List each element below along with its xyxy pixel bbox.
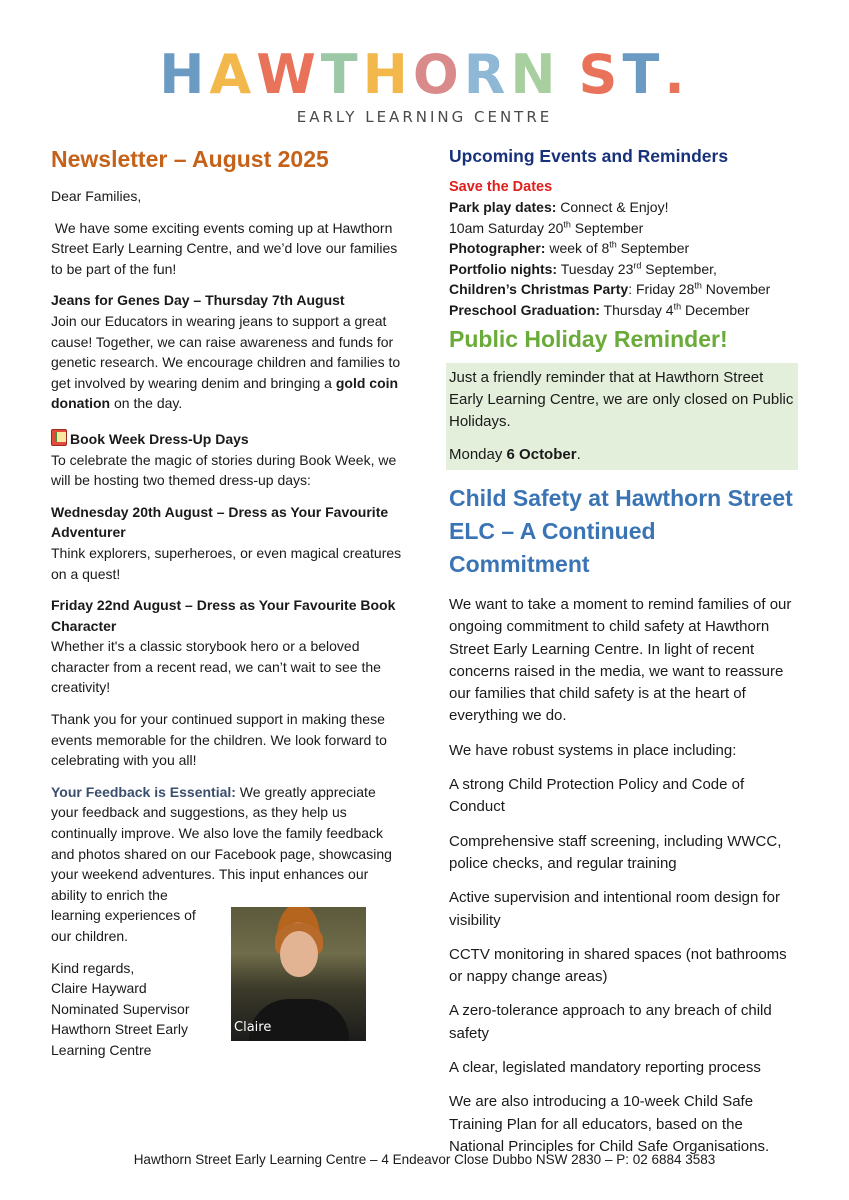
event-sup: th: [673, 300, 682, 311]
wednesday-heading: Wednesday 20th August – Dress as Your Favourite Adventurer: [51, 503, 389, 541]
newsletter-title: Newsletter – August 2025: [51, 146, 329, 172]
safety-paragraph: A strong Child Protection Policy and Code of Conduct: [449, 776, 745, 816]
logo-letter: T: [320, 43, 363, 106]
jeans-heading: Jeans for Genes Day – Thursday 7th August: [51, 292, 345, 309]
right-column: [449, 145, 801, 1170]
logo-title: [0, 43, 849, 106]
jeans-text: Join our Educators in wearing jeans to support a great cause! Together, we can raise awareness and funds for genetic research. We encourage children and families to get involved by wearing denim and bringing a: [51, 312, 401, 391]
signoff-line: Claire Hayward: [51, 980, 147, 997]
public-holiday-title: Public Holiday Reminder!: [449, 326, 728, 352]
signoff-line: Learning Centre: [51, 1041, 152, 1058]
upcoming-title: Upcoming Events and Reminders: [449, 146, 729, 166]
photo-caption: Claire: [234, 1020, 272, 1036]
book-text: To celebrate the magic of stories during Book Week, we will be hosting two themed dress-up days:: [51, 451, 397, 489]
logo-letter: R: [463, 43, 511, 106]
logo-letter: H: [159, 43, 210, 106]
feedback-text: We greatly appreciate your feedback and suggestions, as they help us continually improve. We also love the family feedback and photos shared on our Facebook page, showcasing your weekend adventures. This input enhances our: [51, 783, 392, 883]
safety-paragraph: A clear, legislated mandatory reporting process: [449, 1059, 761, 1077]
event-label: Park play dates:: [449, 199, 557, 215]
holiday-date-bold: 6 October: [506, 446, 577, 463]
event-park-when: [449, 218, 801, 239]
event-park: [449, 197, 801, 218]
greeting: Dear Families,: [51, 188, 142, 204]
event-text: 10am Saturday 20: [449, 219, 564, 236]
feedback-wrap-line: our children.: [51, 928, 129, 944]
signoff-line: Hawthorn Street Early: [51, 1021, 188, 1038]
logo-letter: S: [578, 43, 623, 106]
jeans-section: [51, 290, 403, 414]
event-text: November: [701, 281, 771, 297]
event-label: Children’s Christmas Party: [449, 281, 629, 297]
claire-photo: [231, 907, 366, 1041]
wednesday-text: Think explorers, superheroes, or even magical creatures on a quest!: [51, 544, 402, 582]
friday-section: [51, 595, 403, 698]
logo-letter: W: [256, 43, 321, 106]
feedback-wrap-line: ability to enrich the: [51, 886, 168, 903]
logo-letter: O: [412, 43, 464, 106]
event-text: Tuesday 23: [557, 260, 634, 277]
intro-paragraph: We have some exciting events coming up at Hawthorn Street Early Learning Centre, and we’d love our families to be part of the fun!: [51, 219, 402, 277]
jeans-bold: gold coin donation: [51, 374, 399, 412]
thanks-paragraph: Thank you for your continued support in making these events memorable for the children. We look forward to celebrating with you all!: [51, 711, 387, 769]
event-label: Portfolio nights:: [449, 260, 558, 277]
signoff-line: Kind regards,: [51, 959, 135, 976]
wednesday-section: [51, 502, 403, 584]
event-graduation: [449, 300, 801, 321]
book-week-section: [51, 429, 403, 491]
friday-text: Whether it's a classic storybook hero or a beloved character from a recent read, we can’t wait to see the creativity!: [51, 638, 381, 696]
safety-paragraph: CCTV monitoring in shared spaces (not bathrooms or nappy change areas): [449, 945, 787, 986]
jeans-end: on the day.: [110, 395, 183, 412]
holiday-date-end: .: [576, 446, 581, 463]
safety-paragraph: We want to take a moment to remind families of our ongoing commitment to child safety at Hawthorn Street Early Learning Centre. In light of recent concerns raised in the media, we want to reassure our families that child safety is at the heart of everything we do.: [449, 596, 792, 725]
save-the-dates: Save the Dates: [449, 179, 553, 195]
holiday-date: [449, 444, 798, 466]
feedback-label: Your Feedback is Essential:: [51, 783, 236, 800]
logo: [0, 43, 849, 126]
safety-paragraph: Active supervision and intentional room design for visibility: [449, 889, 781, 929]
logo-letter: N: [510, 43, 561, 106]
child-safety-title: Child Safety at Hawthorn Street ELC – A Continued Commitment: [449, 485, 793, 577]
safety-paragraph: A zero-tolerance approach to any breach of child safety: [449, 1002, 772, 1042]
event-label: Photographer:: [449, 240, 546, 256]
event-text: December: [681, 301, 750, 318]
signoff-line: Nominated Supervisor: [51, 1000, 190, 1017]
event-sup: th: [563, 218, 571, 229]
logo-letter: A: [209, 43, 257, 106]
footer: Hawthorn Street Early Learning Centre – 4 Endeavor Close Dubbo NSW 2830 – P: 02 6884 3583: [133, 1152, 716, 1167]
logo-letter: .: [664, 43, 690, 106]
book-heading: Book Week Dress-Up Days: [70, 430, 249, 447]
event-photographer: [449, 238, 801, 259]
feedback-wrap-line: learning experiences of: [51, 907, 196, 924]
event-portfolio: [449, 259, 801, 280]
logo-letter: T: [622, 43, 665, 106]
logo-letter: H: [362, 43, 413, 106]
event-text: week of 8: [545, 240, 610, 256]
event-text: September: [570, 219, 644, 236]
holiday-text: Just a friendly reminder that at Hawthorn Street Early Learning Centre, we are only closed on Public Holidays.: [449, 369, 794, 430]
event-text: Connect & Enjoy!: [556, 199, 669, 215]
event-text: Thursday 4: [599, 301, 674, 318]
event-text: : Friday 28: [628, 281, 695, 297]
holiday-date-pre: Monday: [449, 446, 507, 463]
friday-heading: Friday 22nd August – Dress as Your Favourite Book Character: [51, 597, 396, 634]
safety-paragraph: Comprehensive staff screening, including WWCC, police checks, and regular training: [449, 832, 782, 872]
public-holiday-box: [446, 363, 798, 470]
event-text: September,: [641, 260, 717, 277]
safety-paragraph: We have robust systems in place including:: [449, 741, 737, 759]
event-label: Preschool Graduation:: [449, 301, 600, 318]
safety-paragraph: We are also introducing a 10-week Child Safe Training Plan for all educators, based on the National Principles for Child Safe Organisations.: [449, 1093, 770, 1155]
event-christmas: [449, 279, 801, 300]
event-list: [449, 197, 801, 320]
event-sup: rd: [633, 259, 642, 270]
book-icon: [51, 429, 67, 446]
event-sup: th: [609, 239, 617, 250]
left-column: [51, 145, 403, 1072]
photo-face: [280, 931, 318, 977]
event-text: September: [616, 240, 690, 256]
logo-subtitle: EARLY LEARNING CENTRE: [296, 108, 553, 126]
event-sup: th: [694, 280, 702, 291]
